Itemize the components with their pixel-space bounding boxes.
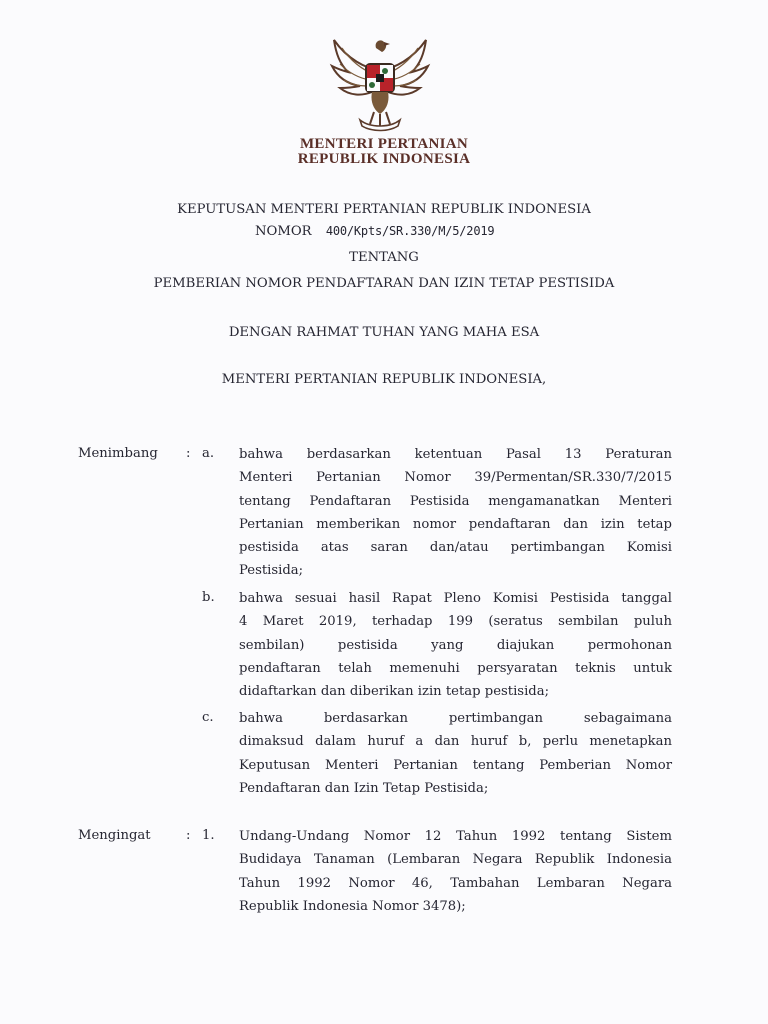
paragraph-line: Republik Indonesia Nomor 3478); — [239, 898, 466, 914]
menimbang-marker-b: b. — [202, 590, 215, 605]
decree-title: KEPUTUSAN MENTERI PERTANIAN REPUBLIK INDONESIA — [177, 202, 591, 217]
decree-subject: PEMBERIAN NOMOR PENDAFTARAN DAN IZIN TETAP PESTISIDA — [153, 276, 615, 291]
paragraph-line: pestisida atas saran dan/atau pertimbangan Komisi — [239, 540, 672, 556]
paragraph-line: dimaksud dalam huruf a dan huruf b, perlu menetapkan — [239, 734, 672, 750]
paragraph-line: Undang-Undang Nomor 12 Tahun 1992 tentang Sistem — [239, 829, 672, 844]
paragraph-line: bahwa sesuai hasil Rapat Pleno Komisi Pestisida tanggal — [239, 591, 672, 606]
tentang-heading: TENTANG — [349, 250, 419, 265]
paragraph-line: Tahun 1992 Nomor 46, Tambahan Lembaran Negara — [239, 875, 672, 891]
menimbang-marker-a: a. — [202, 446, 215, 461]
menimbang-item-b — [239, 587, 672, 703]
garuda-emblem-icon — [326, 30, 434, 134]
mengingat-marker-1: 1. — [202, 828, 215, 843]
minister-line: MENTERI PERTANIAN REPUBLIK INDONESIA, — [221, 372, 547, 387]
paragraph-line: sembilan) pestisida yang diajukan permohonan — [239, 637, 672, 653]
paragraph-line: tentang Pendaftaran Pestisida mengamanatkan Menteri — [239, 493, 672, 509]
paragraph-line: bahwa berdasarkan pertimbangan sebagaimana — [239, 711, 672, 726]
paragraph-line: 4 Maret 2019, terhadap 199 (seratus sembilan puluh — [239, 614, 672, 630]
paragraph-line: Pertanian memberikan nomor pendaftaran dan izin tetap — [239, 516, 672, 532]
ministry-name-line2: REPUBLIK INDONESIA — [297, 151, 471, 167]
paragraph-line: bahwa berdasarkan ketentuan Pasal 13 Peraturan — [239, 447, 672, 462]
decree-number-label: NOMOR — [255, 224, 312, 239]
paragraph-line: Menteri Pertanian Nomor 39/Permentan/SR.330/7/2015 — [239, 470, 672, 486]
paragraph-line: Pestisida; — [239, 563, 304, 579]
rahmat-line: DENGAN RAHMAT TUHAN YANG MAHA ESA — [228, 325, 540, 340]
ministry-name-line1: MENTERI PERTANIAN — [299, 136, 469, 152]
menimbang-item-a — [239, 443, 672, 583]
menimbang-marker-c: c. — [202, 710, 214, 725]
menimbang-label: Menimbang — [78, 446, 158, 461]
paragraph-line: Pendaftaran dan Izin Tetap Pestisida; — [239, 780, 489, 796]
mengingat-label: Mengingat — [78, 828, 151, 843]
menimbang-item-c — [239, 707, 672, 800]
paragraph-line: Keputusan Menteri Pertanian tentang Pemberian Nomor — [239, 757, 672, 773]
mengingat-colon: : — [186, 828, 191, 843]
paragraph-line: didaftarkan dan diberikan izin tetap pestisida; — [239, 684, 550, 700]
mengingat-item-1 — [239, 825, 672, 918]
paragraph-line: pendaftaran telah memenuhi persyaratan teknis untuk — [239, 660, 672, 676]
decree-number-value: 400/Kpts/SR.330/M/5/2019 — [325, 224, 495, 238]
paragraph-line: Budidaya Tanaman (Lembaran Negara Republik Indonesia — [239, 852, 672, 868]
decree-number — [255, 224, 494, 239]
menimbang-colon: : — [186, 446, 191, 461]
